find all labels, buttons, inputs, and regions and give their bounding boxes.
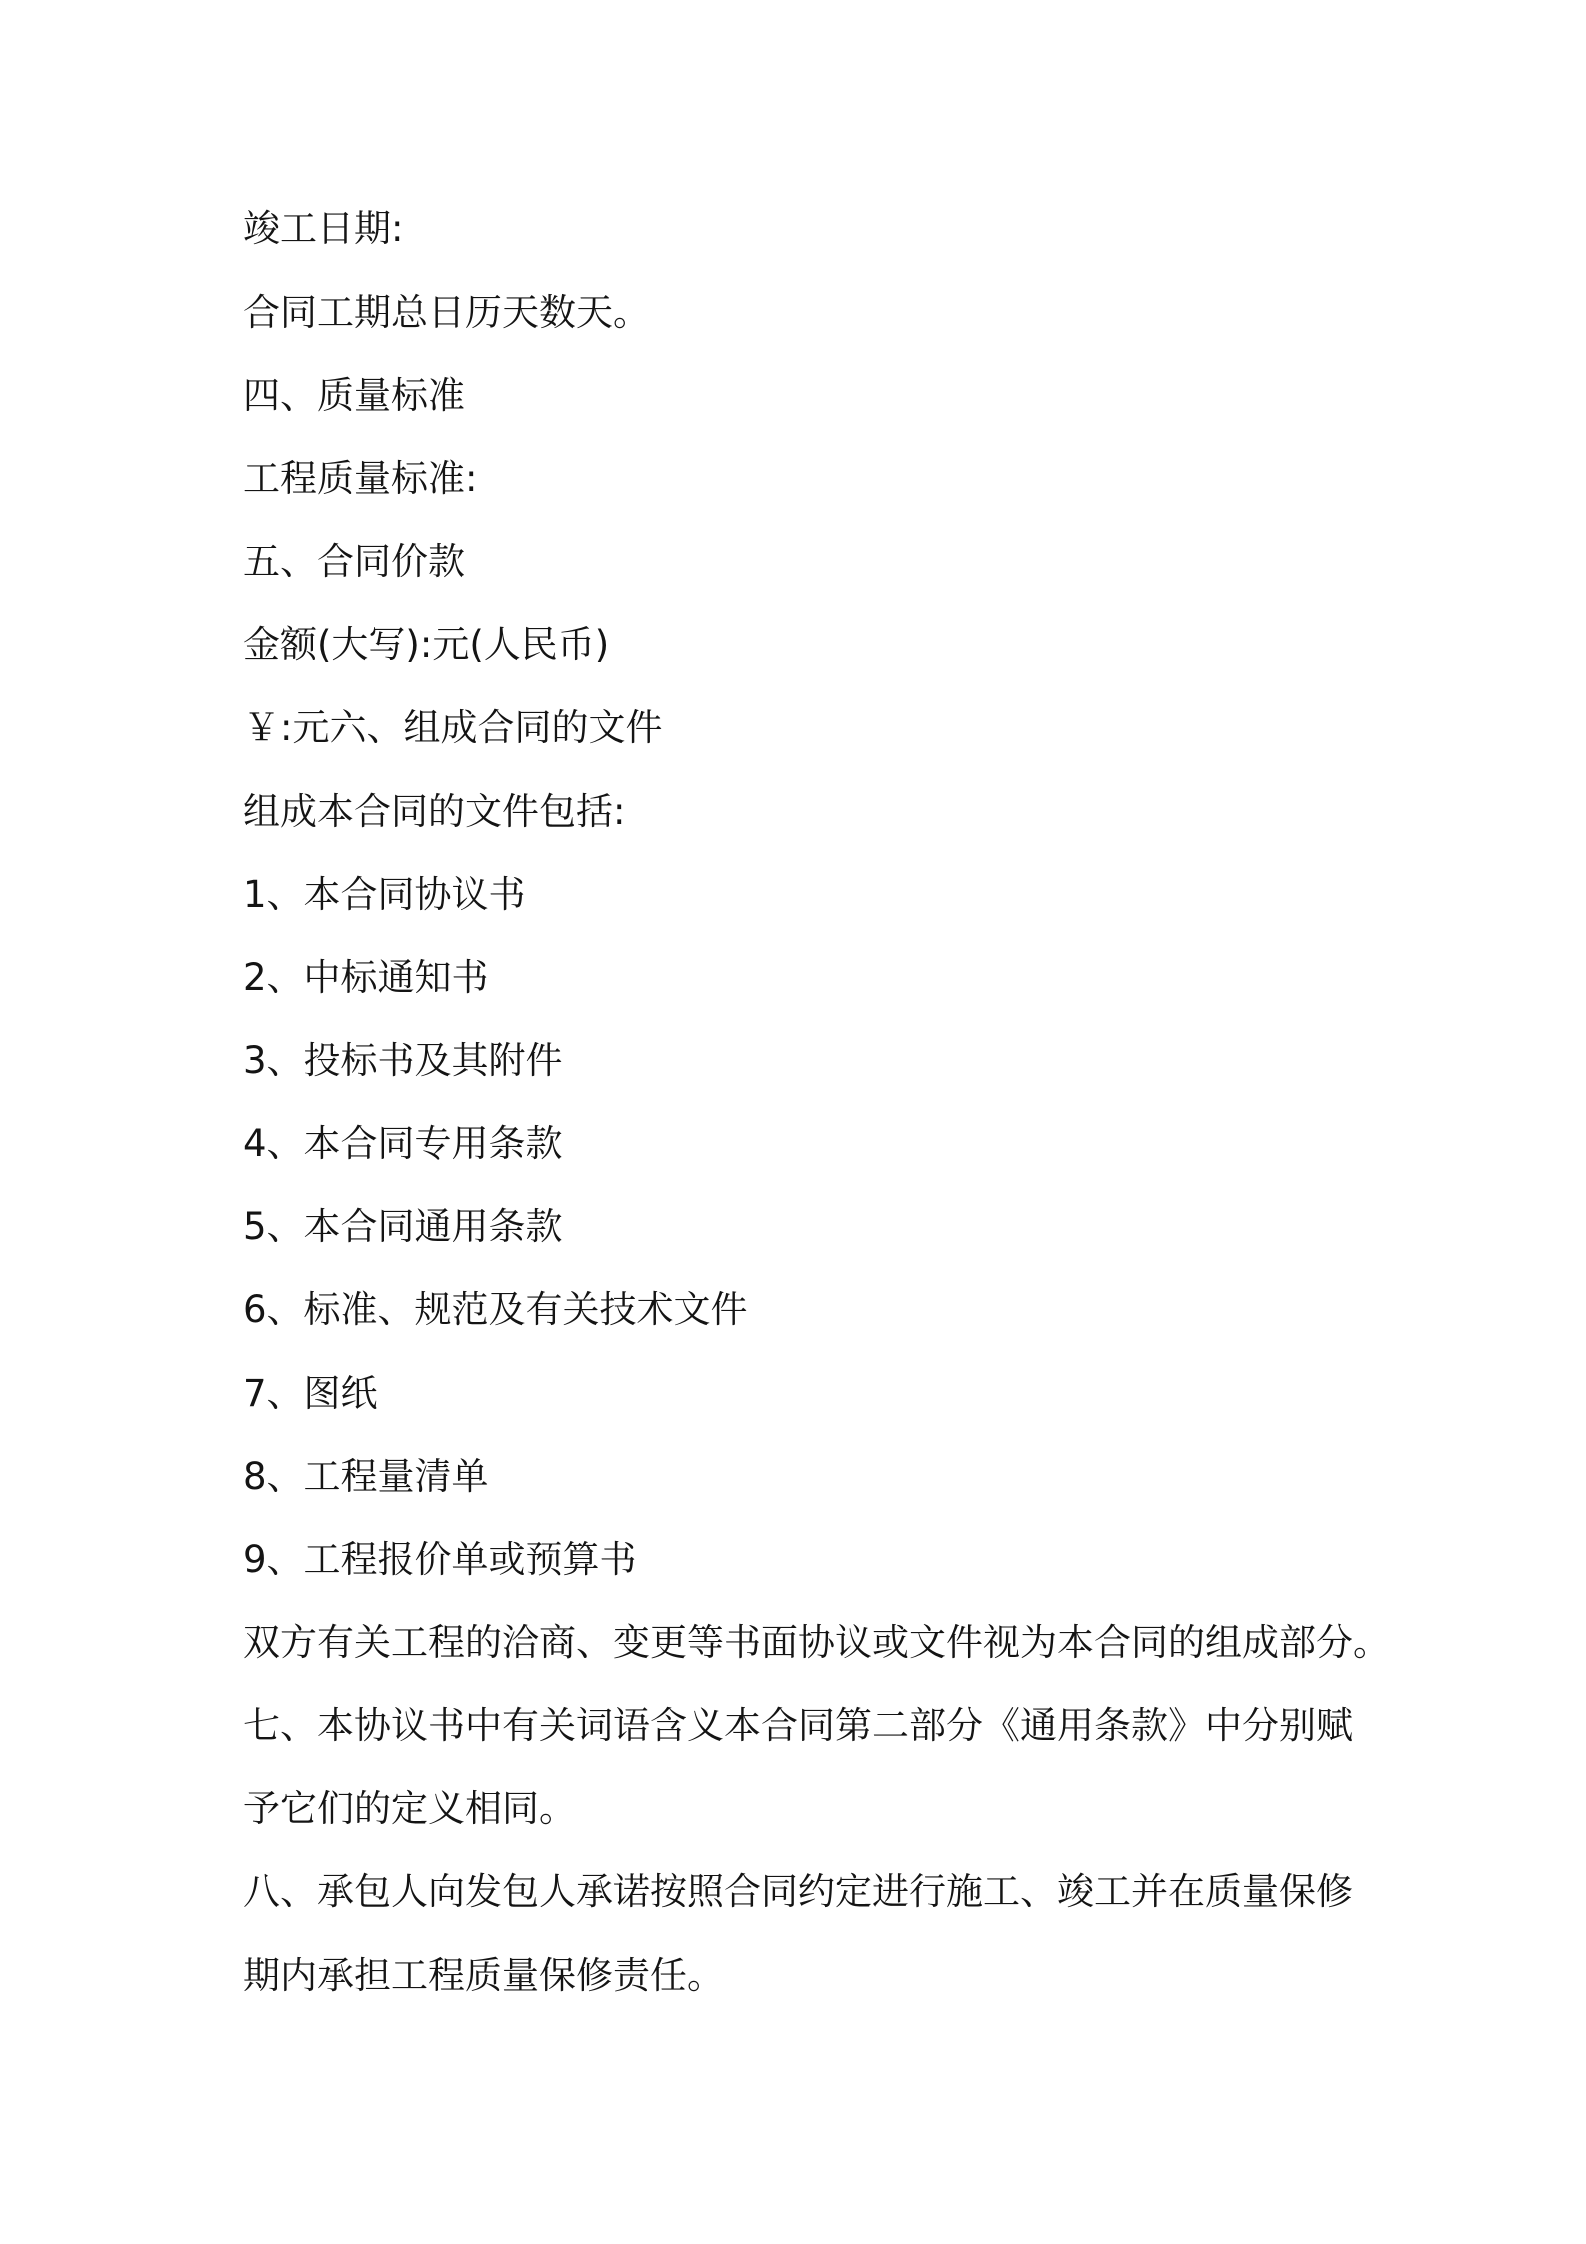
amount-words-line: 金额(大写):元(人民币) bbox=[243, 623, 610, 666]
document-list-item: 6、标准、规范及有关技术文件 bbox=[243, 1288, 748, 1331]
amount-figure-line: ￥:元六、组成合同的文件 bbox=[243, 706, 663, 749]
section-8-line-1: 八、承包人向发包人承诺按照合同约定进行施工、竣工并在质量保修 bbox=[243, 1870, 1353, 1913]
document-list-item: 5、本合同通用条款 bbox=[243, 1205, 563, 1248]
negotiation-clause-line: 双方有关工程的洽商、变更等书面协议或文件视为本合同的组成部分。 bbox=[243, 1621, 1390, 1664]
contract-period-line: 合同工期总日历天数天。 bbox=[243, 291, 650, 334]
document-list-item: 7、图纸 bbox=[243, 1372, 378, 1415]
section-8-line-2: 期内承担工程质量保修责任。 bbox=[243, 1954, 724, 1997]
document-list-item: 4、本合同专用条款 bbox=[243, 1122, 563, 1165]
document-list-item: 1、本合同协议书 bbox=[243, 873, 526, 916]
quality-standard-line: 工程质量标准: bbox=[243, 457, 478, 500]
section-7-line-2: 予它们的定义相同。 bbox=[243, 1787, 576, 1830]
completion-date-line: 竣工日期: bbox=[243, 207, 404, 250]
document-list-item: 3、投标书及其附件 bbox=[243, 1039, 563, 1082]
section-4-heading: 四、质量标准 bbox=[243, 374, 465, 417]
section-7-line-1: 七、本协议书中有关词语含义本合同第二部分《通用条款》中分别赋 bbox=[243, 1704, 1353, 1747]
documents-intro-line: 组成本合同的文件包括: bbox=[243, 790, 626, 833]
document-list-item: 9、工程报价单或预算书 bbox=[243, 1538, 637, 1581]
section-5-heading: 五、合同价款 bbox=[243, 540, 465, 583]
document-list-item: 8、工程量清单 bbox=[243, 1455, 489, 1498]
document-list-item: 2、中标通知书 bbox=[243, 956, 489, 999]
